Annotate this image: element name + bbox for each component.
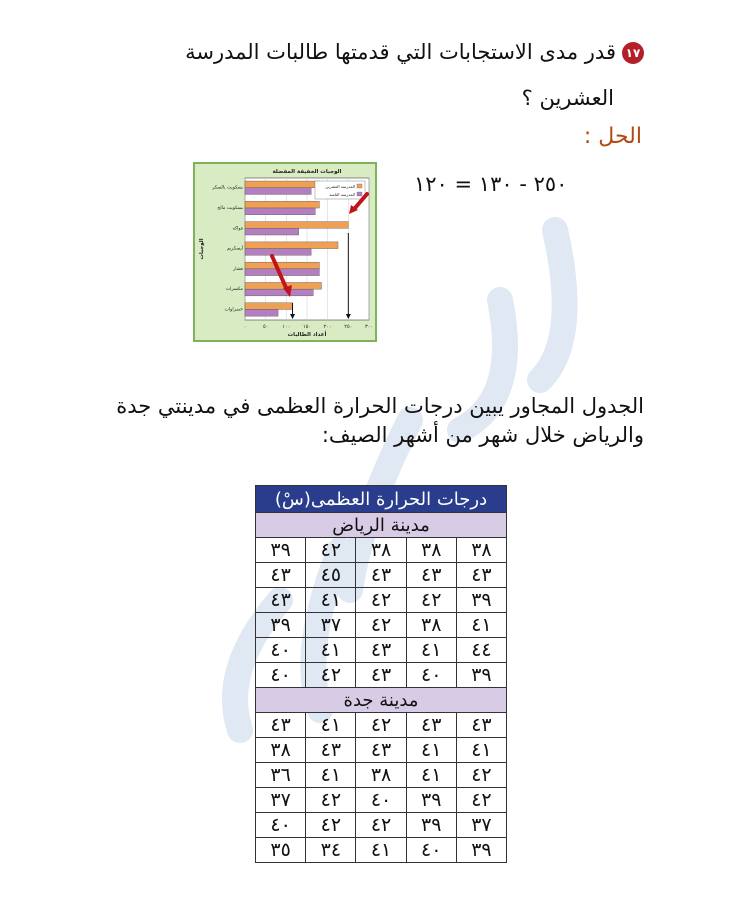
table-cell: ٤٣ (356, 738, 406, 763)
legend-entry: المدرسة العشرين (325, 184, 355, 189)
table-cell: ٤٣ (256, 713, 306, 738)
y-axis-label: الوجبات (199, 238, 205, 260)
table-cell: ٤٢ (356, 713, 406, 738)
table-row (256, 838, 507, 863)
chart-panel (193, 162, 377, 342)
table-cell: ٤٢ (306, 813, 356, 838)
table-cell: ٣٨ (406, 613, 456, 638)
city-row (256, 688, 507, 713)
table-cell: ٤٢ (456, 788, 506, 813)
table-cell: ٣٩ (406, 813, 456, 838)
bar (245, 228, 299, 235)
x-tick-label: ٢٠٠ (323, 324, 332, 330)
table-cell: ٤١ (356, 838, 406, 863)
x-tick-label: ٥٠ (262, 324, 269, 330)
table-cell: ٤٣ (306, 738, 356, 763)
table-row (256, 713, 507, 738)
table-cell: ٣٩ (256, 613, 306, 638)
table-cell: ٣٦ (256, 763, 306, 788)
category-label: آيسكريم (226, 246, 243, 252)
legend-entry: المدرسة الثامنة (329, 192, 355, 197)
table-cell: ٣٤ (306, 838, 356, 863)
x-tick-label: ٢٥٠ (344, 324, 353, 330)
bar (245, 309, 278, 316)
bar-chart (195, 164, 375, 340)
table-row (256, 663, 507, 688)
table-cell: ٤١ (306, 763, 356, 788)
bar (245, 242, 338, 249)
chart-title: الوجبات الخفيفة المفضلة (272, 169, 342, 175)
table-cell: ٣٧ (256, 788, 306, 813)
table-cell: ٤٠ (406, 663, 456, 688)
table-row (256, 813, 507, 838)
table-cell: ٣٩ (406, 788, 456, 813)
bar (245, 249, 311, 256)
x-tick-label: ٣٠٠ (364, 324, 374, 330)
bar (245, 208, 315, 215)
legend-swatch (357, 184, 362, 188)
table-cell: ٣٩ (256, 538, 306, 563)
table-cell: ٣٩ (456, 663, 506, 688)
category-label: فواكه (232, 226, 243, 232)
table-cell: ٤٢ (356, 588, 406, 613)
question-number-badge: ١٧ (622, 42, 644, 64)
table-cell: ٤٣ (256, 588, 306, 613)
table-cell: ٣٧ (456, 813, 506, 838)
city-name: مدينة جدة (256, 688, 507, 713)
table-cell: ٣٥ (256, 838, 306, 863)
table-cell: ٤٣ (256, 563, 306, 588)
table-cell: ٤٢ (306, 538, 356, 563)
table-cell: ٤٢ (356, 813, 406, 838)
table-cell: ٤٣ (406, 713, 456, 738)
table-cell: ٤١ (306, 713, 356, 738)
table-row (256, 763, 507, 788)
bar (245, 181, 319, 188)
legend-swatch (357, 192, 362, 196)
table-cell: ٤٣ (456, 713, 506, 738)
table-cell: ٤٠ (256, 663, 306, 688)
category-label: بسكويت مالح (217, 206, 243, 212)
bar (245, 303, 293, 310)
table-cell: ٤٠ (256, 813, 306, 838)
city-name: مدينة الرياض (256, 513, 507, 538)
table-cell: ٤١ (306, 638, 356, 663)
table-header: درجات الحرارة العظمى(سْ) (256, 486, 507, 513)
solution-equation: ٢٥٠ - ١٣٠ = ١٢٠ (414, 172, 568, 196)
table-row (256, 788, 507, 813)
table-row (256, 563, 507, 588)
table-cell: ٣٧ (306, 613, 356, 638)
table-cell: ٤٢ (356, 613, 406, 638)
bar (245, 188, 311, 195)
bar (245, 262, 319, 269)
category-label: خضراوات (224, 307, 243, 313)
bar (245, 222, 348, 229)
table-cell: ٤٣ (356, 638, 406, 663)
category-label: بسكويت بالسكر (212, 185, 243, 191)
x-axis-label: أعداد الطالبات (287, 332, 327, 338)
table-cell: ٣٨ (356, 763, 406, 788)
table-cell: ٤١ (406, 738, 456, 763)
question-text-1: قدر مدى الاستجابات التي قدمتها طالبات المدرسة (185, 40, 616, 64)
table-cell: ٤٢ (306, 788, 356, 813)
table-row (256, 613, 507, 638)
table-cell: ٤١ (406, 638, 456, 663)
x-tick-label: ١٠٠ (282, 324, 291, 330)
table-cell: ٣٨ (356, 538, 406, 563)
table-cell: ٤٢ (456, 763, 506, 788)
bar (245, 201, 319, 208)
table-cell: ٤١ (456, 613, 506, 638)
table-cell: ٤٤ (456, 638, 506, 663)
table-cell: ٤٢ (306, 663, 356, 688)
table-cell: ٣٨ (456, 538, 506, 563)
table-cell: ٤٥ (306, 563, 356, 588)
table-cell: ٤٠ (356, 788, 406, 813)
table-cell: ٤٠ (256, 638, 306, 663)
table-cell: ٣٨ (256, 738, 306, 763)
table-row (256, 738, 507, 763)
table-description: الجدول المجاور يبين درجات الحرارة العظمى في مدينتي جدة والرياض خلال شهر من أشهر الصيف: (116, 394, 644, 447)
table-row (256, 638, 507, 663)
temperature-table (255, 485, 507, 863)
table-row (256, 538, 507, 563)
table-cell: ٤٢ (406, 588, 456, 613)
table-cell: ٤٠ (406, 838, 456, 863)
table-cell: ٤٣ (456, 563, 506, 588)
table-cell: ٤١ (306, 588, 356, 613)
table-header-row (256, 486, 507, 513)
city-row (256, 513, 507, 538)
table-cell: ٤٣ (406, 563, 456, 588)
x-tick-label: ١٥٠ (302, 324, 312, 330)
table-cell: ٤١ (406, 763, 456, 788)
question-line-1 (185, 40, 644, 64)
question-line-2: العشرين ؟ (521, 86, 614, 110)
bar (245, 289, 313, 296)
table-cell: ٤٣ (356, 563, 406, 588)
x-tick-label: ٠ (243, 324, 247, 330)
table-cell: ٣٨ (406, 538, 456, 563)
table-cell: ٤٣ (356, 663, 406, 688)
solution-label: الحل : (583, 124, 642, 149)
table-cell: ٤١ (456, 738, 506, 763)
table-row (256, 588, 507, 613)
table-cell: ٣٩ (456, 588, 506, 613)
table-cell: ٣٩ (456, 838, 506, 863)
category-label: فشار (233, 266, 243, 272)
category-label: مكسرات (225, 287, 243, 293)
